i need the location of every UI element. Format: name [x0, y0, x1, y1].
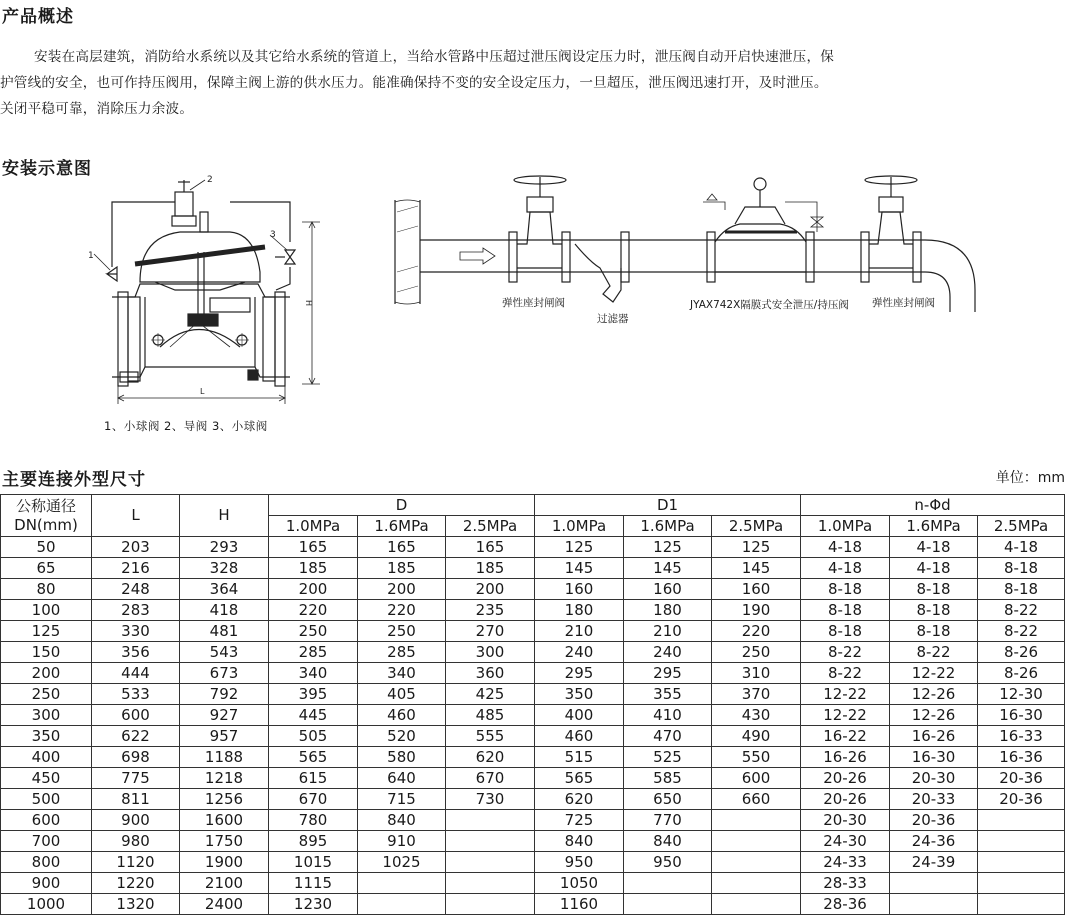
table-cell: [624, 873, 712, 894]
table-cell: 250: [269, 621, 358, 642]
valve-diagram: [80, 172, 340, 412]
table-row: [1, 684, 1065, 705]
table-cell: 180: [624, 600, 712, 621]
table-cell: 200: [269, 579, 358, 600]
table-cell: 165: [446, 537, 535, 558]
table-cell: 200: [1, 663, 92, 684]
table-cell: 24-36: [890, 831, 978, 852]
overview-paragraph: [0, 44, 1065, 122]
table-cell: 220: [269, 600, 358, 621]
header-d1: D1: [535, 495, 801, 516]
table-cell: 400: [1, 747, 92, 768]
table-cell: [712, 894, 801, 915]
table-cell: 185: [358, 558, 446, 579]
table-cell: 1160: [535, 894, 624, 915]
table-cell: 1900: [180, 852, 269, 873]
table-cell: [978, 852, 1065, 873]
header-pressure: 2.5MPa: [446, 516, 535, 537]
table-row: [1, 873, 1065, 894]
table-row: [1, 558, 1065, 579]
table-cell: 8-26: [978, 663, 1065, 684]
table-cell: 910: [358, 831, 446, 852]
table-cell: 840: [624, 831, 712, 852]
label-gate-valve-right: 弹性座封闸阀: [872, 297, 935, 309]
label-relief-valve: JYAX742X隔膜式安全泄压/持压阀: [690, 299, 849, 311]
table-cell: 12-26: [890, 684, 978, 705]
table-cell: 470: [624, 726, 712, 747]
table-cell: 580: [358, 747, 446, 768]
table-cell: 957: [180, 726, 269, 747]
table-cell: 293: [180, 537, 269, 558]
table-cell: 270: [446, 621, 535, 642]
table-cell: 673: [180, 663, 269, 684]
table-cell: 780: [269, 810, 358, 831]
table-cell: 770: [624, 810, 712, 831]
table-cell: 370: [712, 684, 801, 705]
table-cell: 481: [180, 621, 269, 642]
table-cell: 20-30: [801, 810, 890, 831]
table-cell: 1050: [535, 873, 624, 894]
table-cell: [890, 894, 978, 915]
table-cell: 20-36: [978, 789, 1065, 810]
table-cell: 840: [535, 831, 624, 852]
table-cell: 460: [535, 726, 624, 747]
table-cell: 450: [1, 768, 92, 789]
section-title-overview: 产品概述: [2, 7, 74, 27]
section-title-dimensions: 主要连接外型尺寸: [2, 470, 146, 490]
dimension-l-label: L: [200, 387, 205, 396]
table-cell: 670: [269, 789, 358, 810]
table-cell: 4-18: [801, 537, 890, 558]
table-cell: 8-18: [890, 579, 978, 600]
table-cell: 20-26: [801, 789, 890, 810]
table-cell: 445: [269, 705, 358, 726]
table-cell: [358, 873, 446, 894]
table-cell: 300: [446, 642, 535, 663]
table-cell: 620: [446, 747, 535, 768]
table-cell: 16-26: [890, 726, 978, 747]
table-cell: 525: [624, 747, 712, 768]
header-d: D: [269, 495, 535, 516]
table-cell: 8-18: [801, 579, 890, 600]
table-row: [1, 621, 1065, 642]
table-cell: 730: [446, 789, 535, 810]
table-cell: 2100: [180, 873, 269, 894]
table-cell: 16-30: [978, 705, 1065, 726]
table-row: [1, 894, 1065, 915]
table-cell: 240: [624, 642, 712, 663]
table-cell: [978, 810, 1065, 831]
table-cell: 8-18: [801, 600, 890, 621]
table-cell: 8-26: [978, 642, 1065, 663]
table-cell: 203: [92, 537, 180, 558]
table-row: [1, 768, 1065, 789]
table-row: [1, 600, 1065, 621]
table-cell: 12-22: [801, 684, 890, 705]
table-cell: 1015: [269, 852, 358, 873]
overview-line-3: 关闭平稳可靠，消除压力余波。: [0, 101, 194, 117]
table-cell: 811: [92, 789, 180, 810]
table-cell: 12-22: [801, 705, 890, 726]
table-cell: [358, 894, 446, 915]
table-cell: 340: [269, 663, 358, 684]
table-cell: 250: [1, 684, 92, 705]
table-cell: 24-39: [890, 852, 978, 873]
table-cell: 8-22: [801, 642, 890, 663]
label-strainer: 过滤器: [597, 313, 629, 325]
table-cell: 125: [1, 621, 92, 642]
header-h: H: [180, 495, 269, 537]
table-cell: 12-22: [890, 663, 978, 684]
table-cell: 520: [358, 726, 446, 747]
table-row: [1, 747, 1065, 768]
table-cell: [712, 873, 801, 894]
header-pressure: 1.6MPa: [358, 516, 446, 537]
table-cell: 1320: [92, 894, 180, 915]
header-pressure: 2.5MPa: [712, 516, 801, 537]
table-cell: 295: [624, 663, 712, 684]
section-title-install: 安装示意图: [2, 159, 92, 179]
table-cell: 500: [1, 789, 92, 810]
table-cell: 283: [92, 600, 180, 621]
table-cell: 285: [358, 642, 446, 663]
table-cell: 490: [712, 726, 801, 747]
table-cell: 700: [1, 831, 92, 852]
table-cell: 220: [712, 621, 801, 642]
table-cell: 16-26: [801, 747, 890, 768]
table-cell: 355: [624, 684, 712, 705]
table-cell: 16-36: [978, 747, 1065, 768]
table-cell: 125: [624, 537, 712, 558]
table-cell: 395: [269, 684, 358, 705]
table-cell: 50: [1, 537, 92, 558]
header-n-phi-d: n-Φd: [801, 495, 1065, 516]
table-cell: 330: [92, 621, 180, 642]
table-cell: 840: [358, 810, 446, 831]
table-cell: 444: [92, 663, 180, 684]
table-row: [1, 789, 1065, 810]
table-cell: 350: [1, 726, 92, 747]
overview-line-1: 安装在高层建筑，消防给水系统以及其它给水系统的管道上，当给水管路中压超过泄压阀设定压力时，泄压阀自动开启快速泄压，保: [34, 49, 835, 65]
table-cell: 1120: [92, 852, 180, 873]
table-cell: [712, 810, 801, 831]
header-pressure: 1.0MPa: [801, 516, 890, 537]
table-cell: 1115: [269, 873, 358, 894]
table-cell: 533: [92, 684, 180, 705]
table-cell: 1000: [1, 894, 92, 915]
table-cell: 8-18: [890, 621, 978, 642]
callout-3: 3: [270, 230, 276, 240]
table-cell: 800: [1, 852, 92, 873]
table-row: [1, 663, 1065, 684]
table-cell: 28-33: [801, 873, 890, 894]
table-cell: 125: [535, 537, 624, 558]
table-cell: 285: [269, 642, 358, 663]
table-cell: 2400: [180, 894, 269, 915]
table-cell: 565: [269, 747, 358, 768]
table-cell: 8-22: [978, 600, 1065, 621]
table-cell: 550: [712, 747, 801, 768]
table-cell: 250: [712, 642, 801, 663]
table-cell: 28-36: [801, 894, 890, 915]
table-cell: 1256: [180, 789, 269, 810]
table-cell: 20-36: [890, 810, 978, 831]
overview-line-2: 护管线的安全，也可作持压阀用，保障主阀上游的供水压力。能准确保持不变的安全设定压力，一旦超压，泄压阀迅速打开，及时泄压。: [0, 75, 828, 91]
table-cell: 900: [1, 873, 92, 894]
table-cell: 340: [358, 663, 446, 684]
table-cell: 792: [180, 684, 269, 705]
table-cell: 240: [535, 642, 624, 663]
table-cell: 364: [180, 579, 269, 600]
table-row: [1, 537, 1065, 558]
table-cell: 1750: [180, 831, 269, 852]
table-cell: 185: [446, 558, 535, 579]
table-cell: 24-33: [801, 852, 890, 873]
table-cell: 65: [1, 558, 92, 579]
table-cell: 160: [535, 579, 624, 600]
table-cell: 350: [535, 684, 624, 705]
table-cell: [978, 873, 1065, 894]
table-cell: 20-33: [890, 789, 978, 810]
table-row: [1, 831, 1065, 852]
table-cell: 927: [180, 705, 269, 726]
header-dn: [1, 495, 92, 537]
table-cell: 12-30: [978, 684, 1065, 705]
table-cell: 20-36: [978, 768, 1065, 789]
table-cell: [446, 894, 535, 915]
table-cell: 4-18: [890, 558, 978, 579]
header-pressure: 1.0MPa: [535, 516, 624, 537]
table-cell: 356: [92, 642, 180, 663]
dimension-h-label: H: [304, 300, 313, 307]
table-cell: 8-18: [978, 558, 1065, 579]
table-row: [1, 642, 1065, 663]
table-cell: 185: [269, 558, 358, 579]
table-cell: 565: [535, 768, 624, 789]
table-cell: 622: [92, 726, 180, 747]
dimensions-table: [0, 494, 1065, 915]
table-row: [1, 810, 1065, 831]
table-cell: 418: [180, 600, 269, 621]
table-cell: 8-22: [801, 663, 890, 684]
table-cell: 248: [92, 579, 180, 600]
table-cell: 210: [624, 621, 712, 642]
table-cell: 8-22: [890, 642, 978, 663]
table-cell: 698: [92, 747, 180, 768]
table-cell: 235: [446, 600, 535, 621]
table-cell: 505: [269, 726, 358, 747]
table-cell: [446, 873, 535, 894]
callout-1: 1: [88, 251, 94, 261]
table-cell: 4-18: [801, 558, 890, 579]
table-cell: 460: [358, 705, 446, 726]
callout-2: 2: [207, 175, 213, 185]
table-cell: [978, 831, 1065, 852]
table-cell: 220: [358, 600, 446, 621]
header-pressure: 1.6MPa: [890, 516, 978, 537]
table-cell: 600: [712, 768, 801, 789]
table-cell: 515: [535, 747, 624, 768]
header-dn-line-2: DN(mm): [14, 515, 78, 534]
table-cell: 650: [624, 789, 712, 810]
table-cell: [624, 894, 712, 915]
table-cell: [446, 852, 535, 873]
header-pressure: 1.6MPa: [624, 516, 712, 537]
table-cell: 715: [358, 789, 446, 810]
table-cell: 20-26: [801, 768, 890, 789]
table-cell: 485: [446, 705, 535, 726]
table-cell: 160: [624, 579, 712, 600]
table-cell: 660: [712, 789, 801, 810]
table-cell: 585: [624, 768, 712, 789]
table-cell: 620: [535, 789, 624, 810]
table-cell: 670: [446, 768, 535, 789]
table-cell: 1218: [180, 768, 269, 789]
table-cell: 190: [712, 600, 801, 621]
table-cell: [446, 831, 535, 852]
table-cell: 1600: [180, 810, 269, 831]
table-cell: 640: [358, 768, 446, 789]
table-cell: 250: [358, 621, 446, 642]
table-cell: 430: [712, 705, 801, 726]
table-cell: 400: [535, 705, 624, 726]
table-cell: 16-30: [890, 747, 978, 768]
table-cell: 145: [712, 558, 801, 579]
header-pressure: 2.5MPa: [978, 516, 1065, 537]
label-gate-valve-left: 弹性座封闸阀: [502, 297, 565, 309]
table-cell: 1220: [92, 873, 180, 894]
table-cell: 555: [446, 726, 535, 747]
table-cell: 145: [535, 558, 624, 579]
table-cell: 1188: [180, 747, 269, 768]
table-cell: 180: [535, 600, 624, 621]
table-cell: [446, 810, 535, 831]
table-cell: [978, 894, 1065, 915]
table-cell: 4-18: [890, 537, 978, 558]
table-cell: 600: [1, 810, 92, 831]
table-cell: 145: [624, 558, 712, 579]
header-l: L: [92, 495, 180, 537]
header-pressure: 1.0MPa: [269, 516, 358, 537]
table-cell: 775: [92, 768, 180, 789]
unit-label: 单位：mm: [995, 470, 1065, 486]
table-cell: 160: [712, 579, 801, 600]
table-cell: 425: [446, 684, 535, 705]
table-cell: 16-22: [801, 726, 890, 747]
table-cell: 200: [358, 579, 446, 600]
table-row: [1, 705, 1065, 726]
table-row: [1, 726, 1065, 747]
table-row: [1, 852, 1065, 873]
table-cell: 165: [269, 537, 358, 558]
table-cell: 543: [180, 642, 269, 663]
table-cell: 12-26: [890, 705, 978, 726]
table-row: [1, 579, 1065, 600]
table-cell: 16-33: [978, 726, 1065, 747]
table-cell: 24-30: [801, 831, 890, 852]
table-cell: 360: [446, 663, 535, 684]
table-cell: 8-18: [978, 579, 1065, 600]
table-cell: 210: [535, 621, 624, 642]
table-cell: 165: [358, 537, 446, 558]
table-cell: [890, 873, 978, 894]
table-cell: 20-30: [890, 768, 978, 789]
table-cell: 80: [1, 579, 92, 600]
table-cell: 8-18: [890, 600, 978, 621]
table-cell: 410: [624, 705, 712, 726]
table-cell: [712, 852, 801, 873]
table-cell: 600: [92, 705, 180, 726]
table-cell: 895: [269, 831, 358, 852]
table-cell: 950: [624, 852, 712, 873]
table-cell: [712, 831, 801, 852]
table-cell: 1230: [269, 894, 358, 915]
table-cell: 200: [446, 579, 535, 600]
diagram-legend: 1、小球阀 2、导阀 3、小球阀: [104, 419, 268, 433]
table-cell: 1025: [358, 852, 446, 873]
table-cell: 900: [92, 810, 180, 831]
table-cell: 4-18: [978, 537, 1065, 558]
table-cell: 725: [535, 810, 624, 831]
table-cell: 295: [535, 663, 624, 684]
table-cell: 300: [1, 705, 92, 726]
table-cell: 216: [92, 558, 180, 579]
table-cell: 310: [712, 663, 801, 684]
table-cell: 328: [180, 558, 269, 579]
table-cell: 100: [1, 600, 92, 621]
table-cell: 150: [1, 642, 92, 663]
table-cell: 125: [712, 537, 801, 558]
table-cell: 980: [92, 831, 180, 852]
header-dn-line-1: 公称通径: [15, 496, 76, 515]
table-cell: 405: [358, 684, 446, 705]
table-cell: 950: [535, 852, 624, 873]
table-cell: 615: [269, 768, 358, 789]
table-cell: 8-22: [978, 621, 1065, 642]
table-cell: 8-18: [801, 621, 890, 642]
dimensions-table-body: [1, 537, 1065, 915]
